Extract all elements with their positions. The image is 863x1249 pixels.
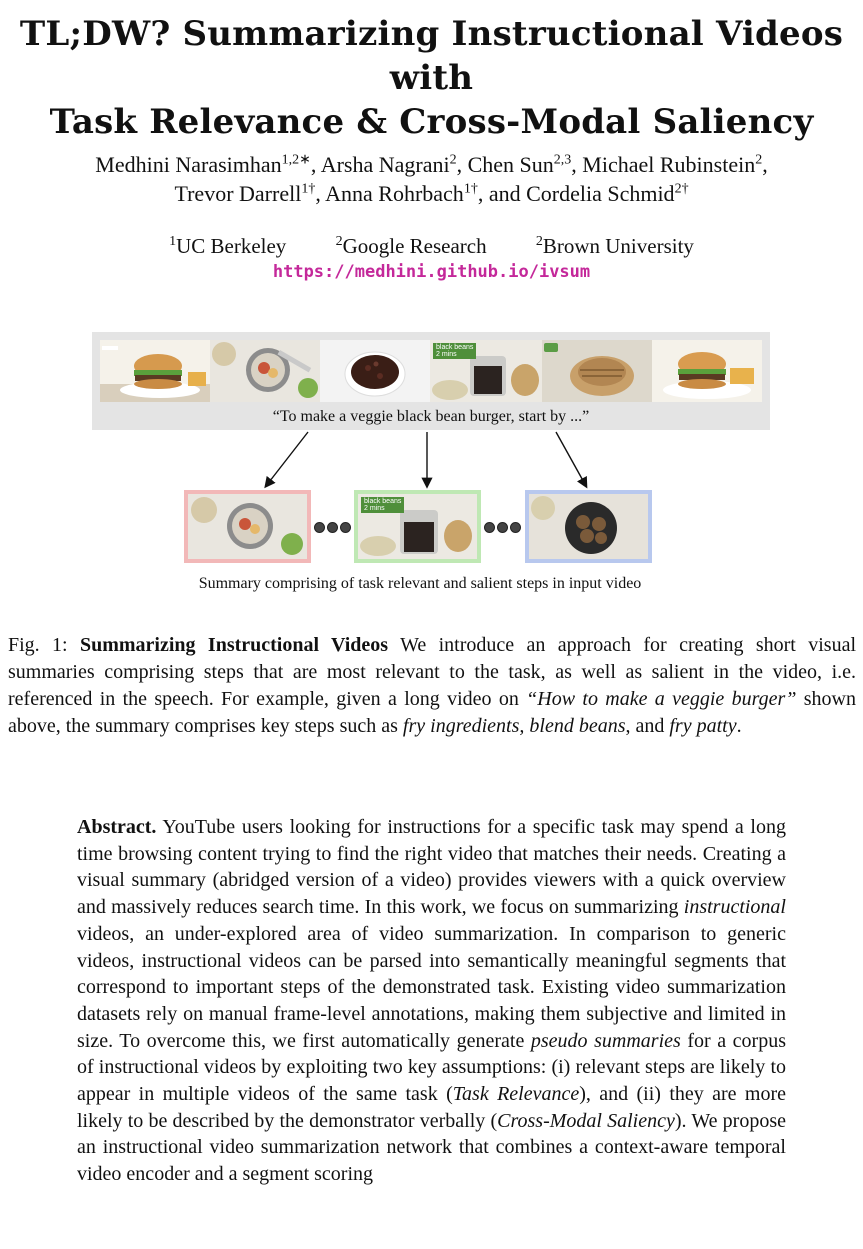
author-line-1 — [0, 150, 863, 179]
abstract-italic: pseudo summaries — [530, 1029, 681, 1052]
caption-text: We introduce an approach for creating short visual summaries comprising steps that are most relevant to the task, as well as salient in the video, i.e. referenced in the speech. For example, given a long video on — [8, 634, 856, 710]
author-affil-sup: 1† — [463, 181, 478, 197]
summary-step-blend-beans — [354, 490, 481, 563]
author-name: Anna Rohrbach — [325, 181, 464, 206]
video-frame-patty — [542, 340, 652, 402]
caption-text: , and — [625, 715, 670, 737]
author-affil-sup: 2 — [755, 152, 763, 168]
affiliation-name: Brown University — [542, 234, 694, 258]
caption-italic: fry ingredients, blend beans — [402, 715, 626, 737]
author-affil-sup: 2† — [674, 181, 689, 197]
video-frame-final-burger — [652, 340, 762, 402]
ellipsis-dot — [510, 522, 521, 533]
abstract-text: videos, an under-explored area of video summarization. In comparison to generic videos, instructional videos can be parsed into semantically meaningful segments that correspond to important steps of the demonstrated task. Existing video summarization datasets rely on manual frame-level annotations, making them subjective and limited in size. To overcome this, we first automatically generate — [77, 922, 786, 1052]
abstract-text: ), and (ii) they are more likely to be described by the demonstrator verbally ( — [77, 1083, 786, 1132]
abstract-italic: Task Relevance — [452, 1083, 580, 1106]
affiliation — [336, 232, 487, 260]
ellipsis-dot — [327, 522, 338, 533]
arrow-to-step-1 — [266, 432, 308, 486]
author-list — [0, 150, 863, 208]
affiliation — [536, 232, 694, 260]
summary-tag-text: black beans — [364, 498, 402, 505]
summary-patty-image — [529, 494, 648, 559]
author-name: Cordelia Schmid — [526, 181, 675, 206]
video-frame-burger — [100, 340, 210, 402]
title-line-2: Task Relevance & Cross-Modal Saliency — [49, 102, 814, 142]
caption-italic: “How to make a veggie burger” — [526, 688, 797, 710]
author-affil-sup: 2 — [449, 152, 457, 168]
beans-frame-image — [320, 340, 430, 402]
paper-title — [0, 12, 863, 144]
author-separator: , — [310, 152, 321, 177]
author-affil-sup: 1† — [301, 181, 316, 197]
caption-label: Fig. 1: — [8, 634, 68, 656]
author-name: Trevor Darrell — [174, 181, 302, 206]
author-affil-sup: 1,2∗ — [281, 152, 311, 168]
ellipsis-dot — [314, 522, 325, 533]
ellipsis-dot — [497, 522, 508, 533]
abstract-italic: Cross-Modal Saliency — [497, 1109, 675, 1132]
affiliation — [169, 232, 286, 260]
caption-text: . — [736, 715, 742, 737]
abstract-text: YouTube users looking for instructions for a specific task may spend a long time browsing content trying to find the right video that matches their needs. Creating a visual summary (abridged version of a video) provides viewers with a quick overview and massively reduces search time. In this work, we focus on summarizing — [77, 816, 786, 919]
summary-step-fry-ingredients — [184, 490, 311, 563]
frame-ingredient-tag — [433, 343, 476, 359]
ellipsis-dots-2 — [484, 518, 523, 537]
summary-fry-image — [188, 494, 307, 559]
summary-tag-qty: 2 mins — [364, 505, 385, 512]
affiliation-sup: 1 — [169, 234, 177, 249]
fry-frame-image — [210, 340, 320, 402]
author-separator: , — [762, 152, 768, 177]
summary-step-fry-patty — [525, 490, 652, 563]
figure-caption — [8, 632, 856, 740]
author-separator: , — [315, 181, 326, 206]
ellipsis-dots-1 — [314, 518, 353, 537]
abstract-paragraph — [77, 814, 786, 1188]
author-affil-sup: 2,3 — [553, 152, 572, 168]
author-name: Arsha Nagrani — [320, 152, 450, 177]
abstract-text: for a corpus of instructional videos by exploiting two key assumptions: (i) relevant steps are likely to appear in multiple videos of the same task ( — [77, 1029, 786, 1106]
caption-title: Summarizing Instructional Videos — [79, 634, 389, 656]
caption-text: shown above, the summary comprises key steps such as — [8, 688, 857, 737]
affiliation-name: Google Research — [342, 234, 487, 258]
speech-transcript-quote: “To make a veggie black bean burger, start by ...” — [272, 408, 590, 425]
affiliation-name: UC Berkeley — [176, 234, 287, 258]
ingredient-tag-qty: 2 mins — [436, 351, 457, 358]
affiliation-list — [0, 232, 863, 260]
author-line-2 — [0, 179, 863, 208]
input-video-filmstrip — [92, 332, 770, 430]
author-separator: , — [456, 152, 468, 177]
arrow-to-step-3 — [556, 432, 586, 486]
final-burger-frame-image — [652, 340, 762, 402]
patty-frame-image — [542, 340, 652, 402]
ellipsis-dot — [484, 522, 495, 533]
video-frame-black-beans — [320, 340, 430, 402]
author-name: Medhini Narasimhan — [95, 152, 282, 177]
project-url-link[interactable]: https://medhini.github.io/ivsum — [272, 262, 591, 282]
summary-ingredient-tag — [361, 497, 404, 513]
abstract-text: ). We propose an instructional video summarization network that combines a context-aware temporal video encoder and a segment scoring — [77, 1109, 786, 1186]
ellipsis-dot — [340, 522, 351, 533]
author-name: Chen Sun — [467, 152, 554, 177]
affiliation-sup: 2 — [535, 234, 543, 249]
title-line-1: TL;DW? Summarizing Instructional Videos with — [19, 14, 844, 98]
video-frame-fry-ingredients — [210, 340, 320, 402]
author-separator: , and — [477, 181, 527, 206]
caption-italic: fry patty — [669, 715, 737, 737]
author-name: Michael Rubinstein — [582, 152, 756, 177]
abstract-italic: instructional — [683, 896, 786, 919]
burger-frame-image — [100, 340, 210, 402]
ingredient-tag-text: black beans — [436, 344, 474, 351]
affiliation-sup: 2 — [335, 234, 343, 249]
video-frame-blend-beans — [430, 340, 542, 402]
summary-caption: Summary comprising of task relevant and salient steps in input video — [198, 575, 642, 592]
abstract-label: Abstract. — [77, 816, 157, 838]
author-separator: , — [571, 152, 583, 177]
